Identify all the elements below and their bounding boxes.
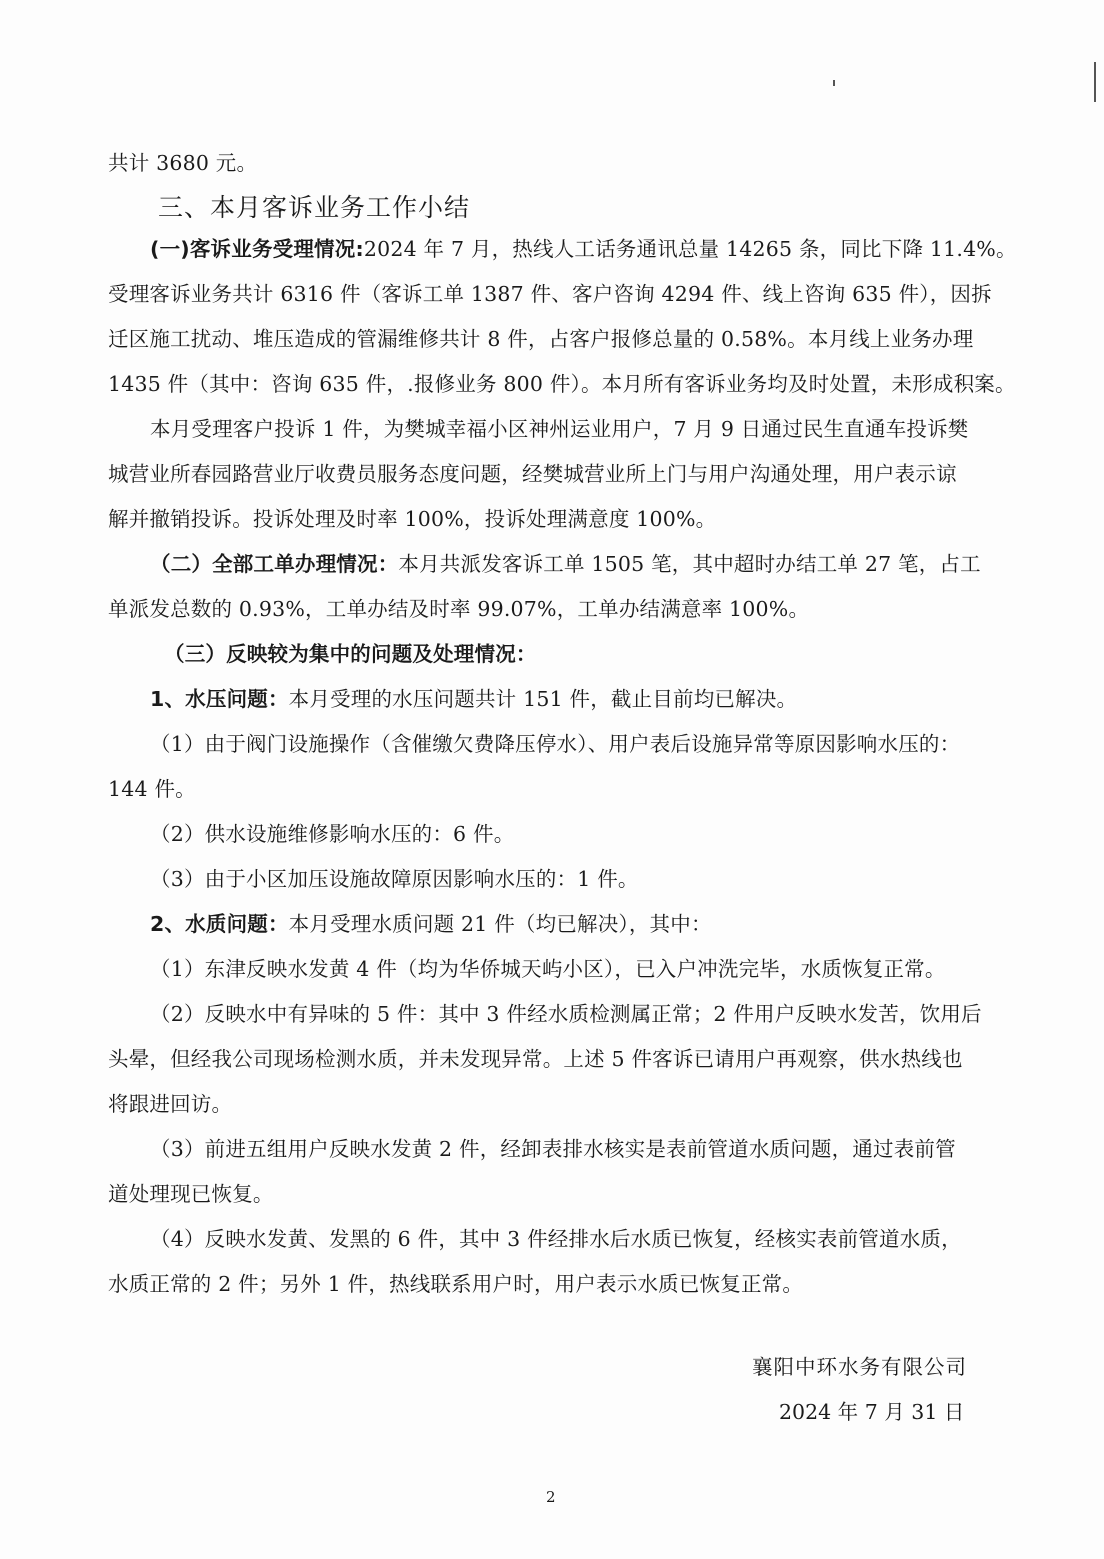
document-date: 2024 年 7 月 31 日 — [779, 1400, 965, 1424]
paragraph-line: 水质正常的 2 件；另外 1 件，热线联系用户时，用户表示水质已恢复正常。 — [108, 1272, 804, 1296]
paragraph-line: （2）反映水中有异味的 5 件：其中 3 件经水质检测属正常；2 件用户反映水发苦，饮用后 — [150, 1002, 982, 1026]
paragraph-line: 城营业所春园路营业厅收费员服务态度问题，经樊城营业所上门与用户沟通处理，用户表示谅 — [108, 462, 957, 486]
paragraph-line: 1435 件（其中：咨询 635 件，.报修业务 800 件）。本月所有客诉业务均及时处置，未形成积案。 — [108, 372, 1016, 396]
paragraph-text: 本月受理水质问题 21 件（均已解决），其中： — [288, 912, 712, 936]
issue-label: 1、水压问题： — [150, 687, 289, 711]
subsection-label: （二）全部工单办理情况： — [150, 552, 399, 576]
scan-speck — [833, 80, 835, 86]
paragraph-line: （1）东津反映水发黄 4 件（均为华侨城天屿小区），已入户冲洗完毕，水质恢复正常。 — [150, 957, 946, 981]
scan-speck — [1094, 62, 1096, 102]
section-heading: 三、本月客诉业务工作小结 — [158, 193, 471, 222]
paragraph-text: 2024 年 7 月，热线人工话务通讯总量 14265 条，同比下降 11.4%。 — [363, 237, 1017, 261]
paragraph-line: 144 件。 — [108, 777, 196, 801]
paragraph-line: （1）由于阀门设施操作（含催缴欠费降压停水）、用户表后设施异常等原因影响水压的： — [150, 732, 961, 756]
paragraph-line — [108, 549, 1008, 580]
paragraph-line: 本月受理客户投诉 1 件，为樊城幸福小区神州运业用户，7 月 9 日通过民生直通车投诉樊 — [150, 417, 969, 441]
company-signature: 襄阳中环水务有限公司 — [752, 1355, 967, 1379]
paragraph-line — [108, 684, 1008, 715]
paragraph-line: （3）前进五组用户反映水发黄 2 件，经卸表排水核实是表前管道水质问题，通过表前管 — [150, 1137, 956, 1161]
issue-label: 2、水质问题： — [150, 912, 289, 936]
document-body — [108, 148, 1017, 1300]
paragraph-text: 本月受理的水压问题共计 151 件，截止目前均已解决。 — [288, 687, 798, 711]
page-number: 2 — [546, 1488, 556, 1506]
paragraph-line: 将跟进回访。 — [108, 1092, 233, 1116]
paragraph-line: （2）供水设施维修影响水压的：6 件。 — [150, 822, 515, 846]
paragraph-line: 迁区施工扰动、堆压造成的管漏维修共计 8 件，占客户报修总量的 0.58%。本月线上业务办理 — [108, 327, 974, 351]
paragraph-text: 本月共派发客诉工单 1505 笔，其中超时办结工单 27 笔，占工 — [398, 552, 981, 576]
paragraph-line — [108, 909, 1008, 940]
paragraph-line: （4）反映水发黄、发黑的 6 件，其中 3 件经排水后水质已恢复，经核实表前管道水质， — [150, 1227, 962, 1251]
paragraph-line: （3）由于小区加压设施故障原因影响水压的：1 件。 — [150, 867, 639, 891]
body-line: 共计 3680 元。 — [108, 151, 258, 175]
subsection-label: (一)客诉业务受理情况: — [150, 237, 364, 261]
paragraph-line — [108, 234, 1017, 265]
paragraph-line: 头晕，但经我公司现场检测水质，并未发现异常。上述 5 件客诉已请用户再观察，供水热线也 — [108, 1047, 963, 1071]
paragraph-line: 单派发总数的 0.93%，工单办结及时率 99.07%，工单办结满意率 100%。 — [108, 597, 810, 621]
subsection-title: （三）反映较为集中的问题及处理情况： — [164, 642, 537, 666]
paragraph-line: 解并撤销投诉。投诉处理及时率 100%，投诉处理满意度 100%。 — [108, 507, 717, 531]
paragraph-line: 道处理现已恢复。 — [108, 1182, 274, 1206]
paragraph-line: 受理客诉业务共计 6316 件（客诉工单 1387 件、客户咨询 4294 件、线上咨询 635 件），因拆 — [108, 282, 992, 306]
